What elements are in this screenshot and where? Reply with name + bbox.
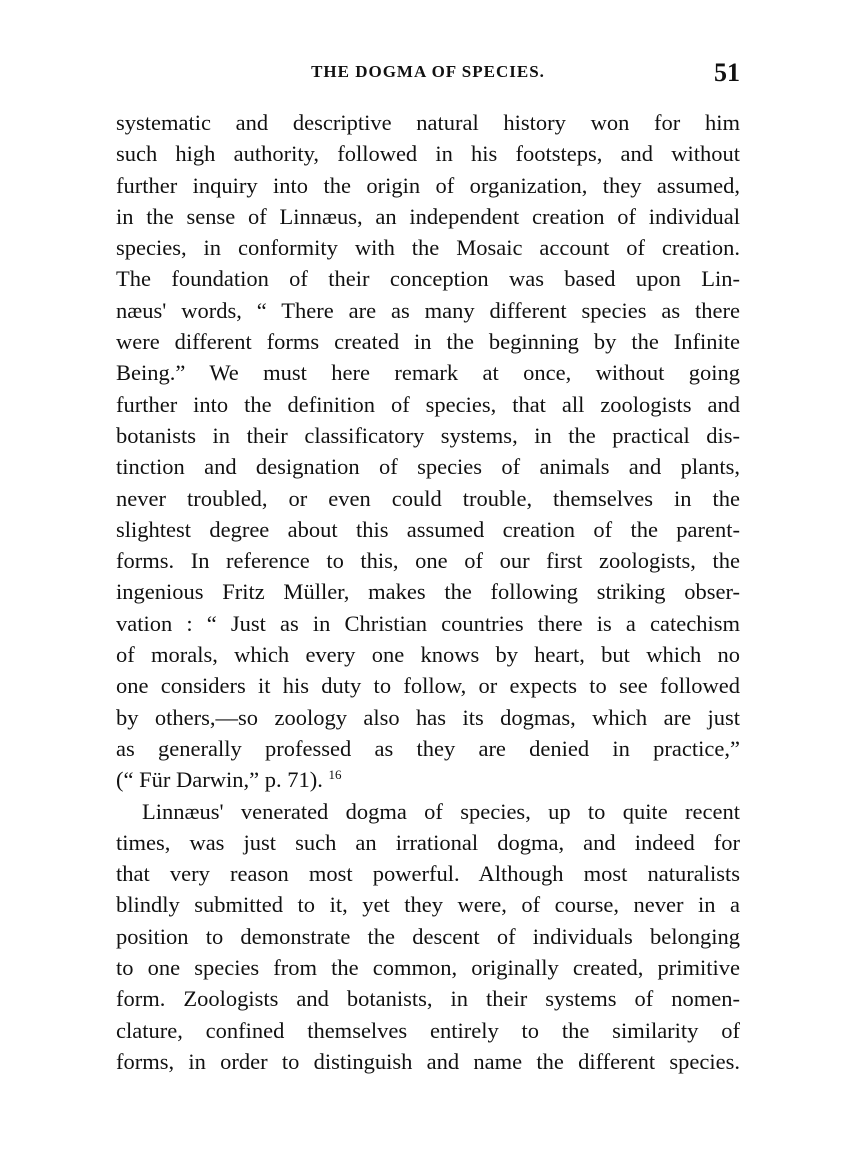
text-line-last bbox=[116, 764, 740, 795]
text-line: botanists in their classificatory systems, in the practical dis- bbox=[116, 422, 740, 448]
body-text bbox=[116, 107, 740, 1077]
text-line: of morals, which every one knows by heart, but which no bbox=[116, 642, 740, 668]
text-line: further inquiry into the origin of organization, they assumed, bbox=[116, 172, 740, 198]
citation-text: (“ Für Darwin,” p. 71). bbox=[116, 767, 323, 793]
text-line: that very reason most powerful. Although most naturalists bbox=[116, 861, 740, 887]
text-line: blindly submitted to it, yet they were, of course, never in a bbox=[116, 892, 740, 918]
text-line: one considers it his duty to follow, or expects to see followed bbox=[116, 673, 740, 699]
text-line: never troubled, or even could trouble, themselves in the bbox=[116, 485, 740, 511]
text-line: to one species from the common, originally created, primitive bbox=[116, 955, 740, 981]
page-number: 51 bbox=[714, 58, 740, 87]
text-line: form. Zoologists and botanists, in their systems of nomen- bbox=[116, 986, 740, 1012]
text-line: position to demonstrate the descent of individuals belonging bbox=[116, 923, 740, 949]
text-line: by others,—so zoology also has its dogmas, which are just bbox=[116, 704, 740, 730]
text-line: Linnæus' venerated dogma of species, up to quite recent bbox=[142, 798, 740, 824]
text-line: were different forms created in the beginning by the Infinite bbox=[116, 329, 740, 355]
text-line: clature, confined themselves entirely to the similarity of bbox=[116, 1017, 740, 1043]
running-head bbox=[116, 56, 740, 90]
paragraph-2 bbox=[116, 796, 740, 1078]
text-line: vation : “ Just as in Christian countries there is a catechism bbox=[116, 610, 740, 636]
text-line: ingenious Fritz Müller, makes the following striking obser- bbox=[116, 579, 740, 605]
text-line: times, was just such an irrational dogma, and indeed for bbox=[116, 829, 740, 855]
text-line: slightest degree about this assumed creation of the parent- bbox=[116, 516, 740, 542]
text-line: forms. In reference to this, one of our first zoologists, the bbox=[116, 548, 740, 574]
footnote-reference[interactable]: 16 bbox=[328, 767, 342, 783]
text-line: in the sense of Linnæus, an independent creation of individual bbox=[116, 203, 740, 229]
text-line: such high authority, followed in his footsteps, and without bbox=[116, 141, 740, 167]
running-title: THE DOGMA OF SPECIES. bbox=[311, 62, 545, 81]
text-line: The foundation of their conception was based upon Lin- bbox=[116, 266, 740, 292]
text-line: species, in conformity with the Mosaic account of creation. bbox=[116, 235, 740, 261]
text-line: tinction and designation of species of animals and plants, bbox=[116, 454, 740, 480]
text-line: as generally professed as they are denied in practice,” bbox=[116, 735, 740, 761]
text-line: systematic and descriptive natural history won for him bbox=[116, 110, 740, 135]
paragraph-1 bbox=[116, 107, 740, 796]
text-line: Being.” We must here remark at once, without going bbox=[116, 360, 740, 386]
text-line: further into the definition of species, that all zoologists and bbox=[116, 391, 740, 417]
text-line: næus' words, “ There are as many different species as there bbox=[116, 297, 740, 323]
text-line: forms, in order to distinguish and name the different species. bbox=[116, 1048, 740, 1074]
